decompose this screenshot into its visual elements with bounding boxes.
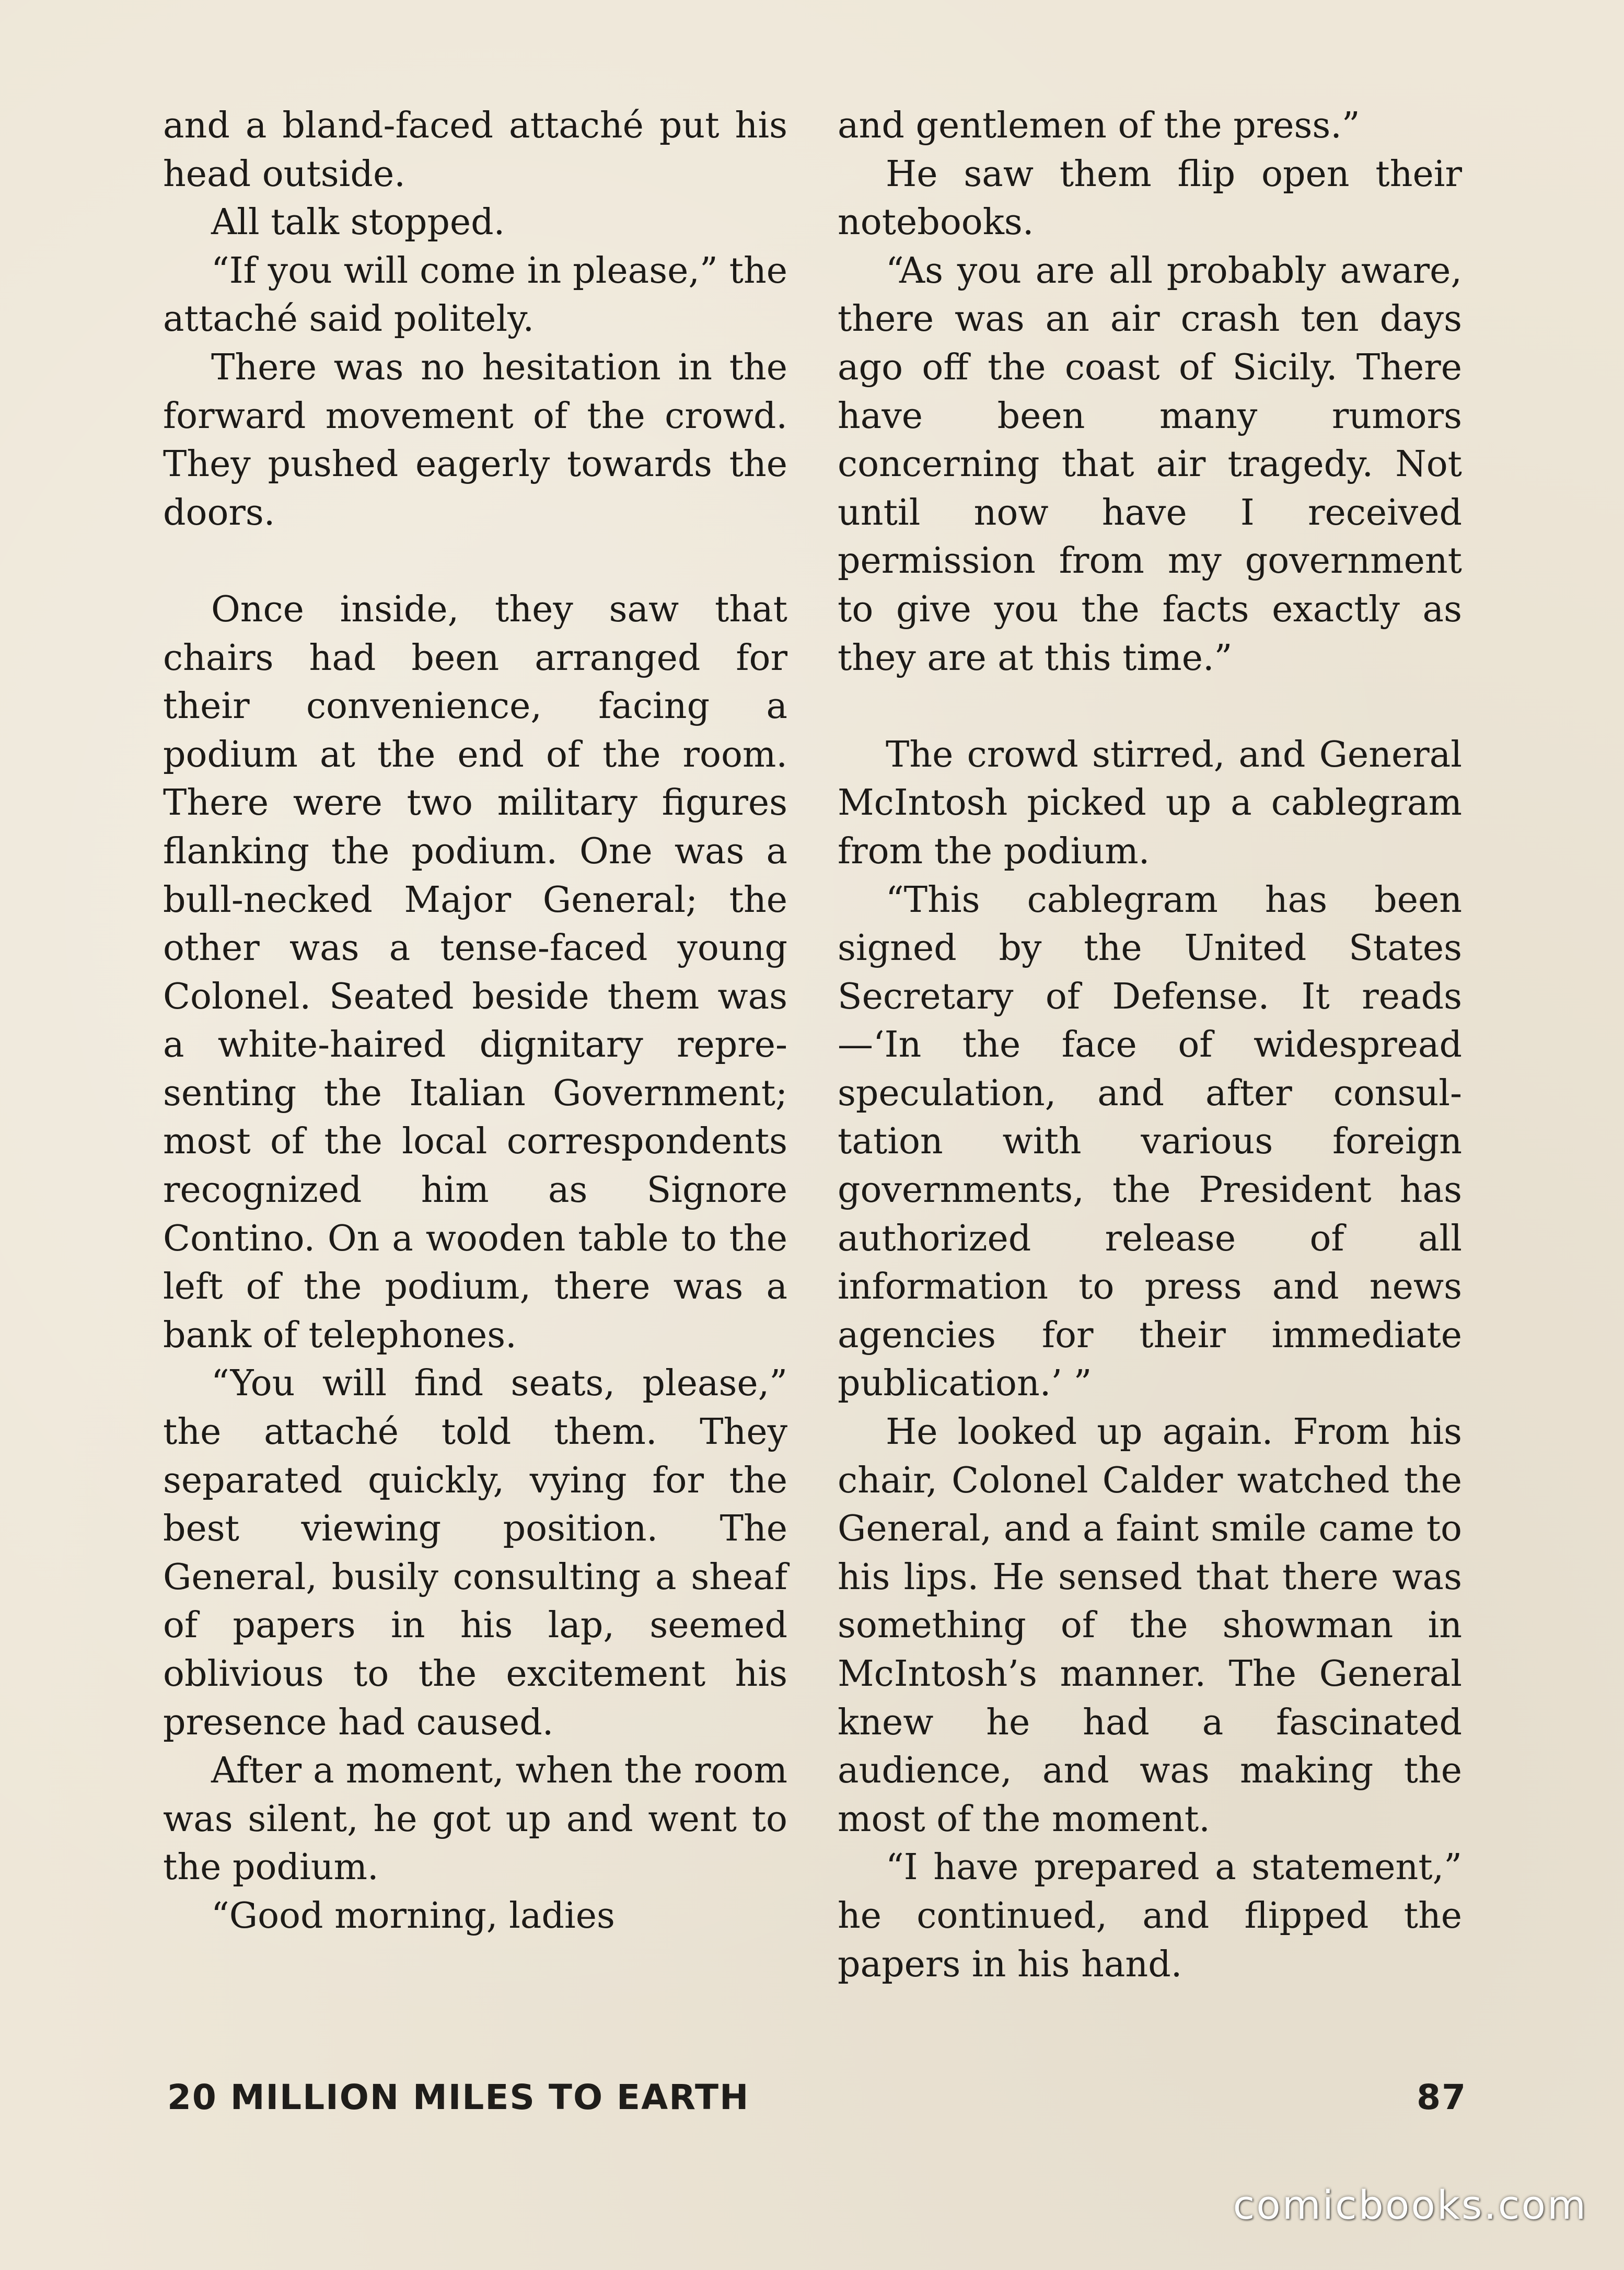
paragraph: There was no hesitation in the forward movement of the crowd. They pushed eagerly towards the doors. [163,346,787,534]
paragraph: “You will find seats, please,” the attaché told them. They separated quickly, vying for the best viewing position. The General, busily consulting a sheaf of papers in his lap, seemed oblivious to the excitement his presence had caused. [163,1363,787,1743]
running-title: 20 MILLION MILES TO EARTH [167,2077,750,2117]
paragraph: “This cablegram has been signed by the United States Secretary of Defense. It reads —‘In the face of widespread speculation, and after consultation with various foreign governments, the President has authorized release of all information to press and news agencies for their immediate publication.’ ” [838,879,1462,1405]
paragraph: Once inside, they saw that chairs had been arranged for their convenience, facing a podium at the end of the room. There were two military figures flanking the podium. One was a bull-necked Major General; the other was a tense-faced young Colonel. Seated beside them was a white-haired dignitary representing the Italian Government; most of the local correspondents recognized him as Signore Contino. On a wooden table to the left of the podium, there was a bank of telephones. [163,588,787,1356]
page-number: 87 [1417,2077,1467,2117]
site-watermark: comicbooks.com [1233,2182,1587,2228]
paragraph: “If you will come in please,” the attaché said politely. [163,250,787,340]
paragraph: and gentlemen of the press.” [838,105,1360,146]
page-footer [163,2077,1467,2135]
paragraph: and a bland-faced attaché put his head outside. [163,105,787,195]
paragraph: “Good morning, ladies [211,1895,615,1937]
right-text-column [838,102,1462,1989]
paragraph: He saw them flip open their notebooks. [838,153,1462,244]
paragraph: The crowd stirred, and General McIntosh picked up a cablegram from the podium. [838,734,1462,872]
paragraph: After a moment, when the room was silent, he got up and went to the podium. [163,1750,787,1889]
left-text-column [163,102,787,1941]
paragraph: All talk stopped. [211,202,505,244]
paragraph: He looked up again. From his chair, Colonel Calder watched the General, and a faint smile came to his lips. He sensed that there was something of the showman in McIntosh’s manner. The General knew he had a fascinated audience, and was making the most of the moment. [838,1411,1462,1840]
paragraph: “I have prepared a statement,” he continued, and flipped the papers in his hand. [838,1847,1462,1985]
paragraph: “As you are all probably aware, there was an air crash ten days ago off the coast of Sicily. There have been many rumors concerning that air tragedy. Not until now have I received permission from my government to give you the facts exactly as they are at this time.” [838,250,1462,679]
